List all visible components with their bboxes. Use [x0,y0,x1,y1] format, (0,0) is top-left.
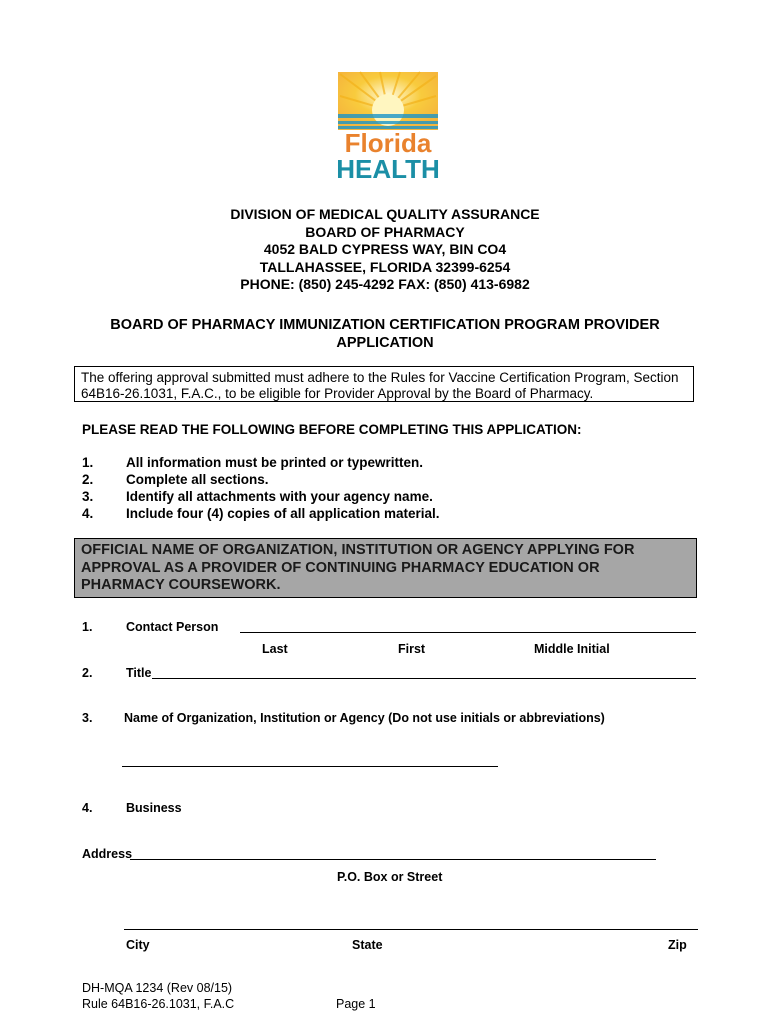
field-number: 1. [82,620,93,634]
contact-person-field[interactable] [240,632,696,633]
notice-line-2: 64B16-26.1031, F.A.C., to be eligible for Provider Approval by the Board of Pharmacy. [81,386,594,401]
organization-name-field[interactable] [122,766,498,767]
header-line-1: DIVISION OF MEDICAL QUALITY ASSURANCE [230,206,540,222]
state-label: State [352,938,383,952]
rule-reference: Rule 64B16-26.1031, F.A.C [82,997,235,1011]
address-field[interactable] [130,859,656,860]
contact-person-label: Contact Person [126,620,219,634]
address-sublabel: P.O. Box or Street [337,870,443,884]
section-line-3: PHARMACY COURSEWORK. [81,577,281,593]
field-number: 2. [82,666,93,680]
header-line-4: TALLAHASSEE, FLORIDA 32399-6254 [259,258,511,275]
field-number: 4. [82,801,93,815]
header-line-2: BOARD OF PHARMACY [305,223,465,240]
city-state-zip-field[interactable] [124,929,698,930]
form-id: DH-MQA 1234 (Rev 08/15) [82,981,233,995]
form-title-line-1: BOARD OF PHARMACY IMMUNIZATION CERTIFICATION PROGRAM PROVIDER [110,317,660,333]
title-label: Title [126,666,152,680]
notice-box [74,366,694,402]
business-label: Business [126,801,182,815]
section-line-2: APPROVAL AS A PROVIDER OF CONTINUING PHARMACY EDUCATION OR [81,559,600,576]
page-number: Page 1 [336,997,376,1011]
contact-middle-initial-label: Middle Initial [534,642,610,656]
zip-label: Zip [668,938,687,952]
contact-first-label: First [398,642,426,656]
notice-line-1: The offering approval submitted must adhere to the Rules for Vaccine Certification Program, Section [81,370,679,385]
section-line-1: OFFICIAL NAME OF ORGANIZATION, INSTITUTION OR AGENCY APPLYING FOR [81,542,635,558]
field-number: 3. [82,711,93,725]
form-title-line-2: APPLICATION [336,335,434,351]
logo-health-text: HEALTH [336,154,440,182]
logo-florida-text: Florida [344,128,432,158]
address-label: Address [82,847,133,861]
florida-health-logo [330,70,446,182]
contact-last-label: Last [262,642,288,656]
city-label: City [126,938,150,952]
header-line-5: PHONE: (850) 245-4292 FAX: (850) 413-6982 [240,276,530,292]
instructions-heading: PLEASE READ THE FOLLOWING BEFORE COMPLETING THIS APPLICATION: [82,422,582,437]
title-field[interactable] [152,678,696,679]
header-line-3: 4052 BALD CYPRESS WAY, BIN CO4 [263,241,507,257]
organization-name-label: Name of Organization, Institution or Agency (Do not use initials or abbreviations) [124,711,605,725]
section-heading-box [74,538,697,598]
